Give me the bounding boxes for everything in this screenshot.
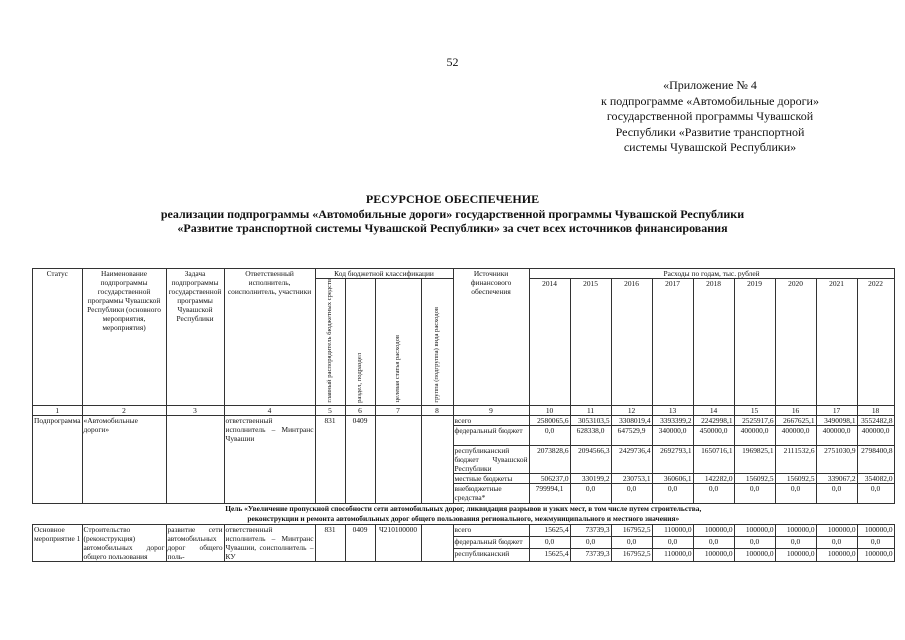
value-cell: 0,0: [816, 536, 857, 548]
page-number: 52: [446, 55, 459, 69]
resource-table: [32, 268, 895, 562]
value-cell: 0,0: [570, 536, 611, 548]
year-header: 2017: [652, 279, 693, 406]
value-cell: 0,0: [611, 536, 652, 548]
year-header: 2021: [816, 279, 857, 406]
source-cell: федеральный бюджет: [453, 425, 529, 445]
value-cell: 100000,0: [816, 524, 857, 536]
value-cell: 0,0: [693, 483, 734, 503]
value-cell: 628338,0: [570, 425, 611, 445]
value-cell: 3308019,4: [611, 415, 652, 425]
value-cell: 2429736,4: [611, 445, 652, 473]
goal-line: реконструкции и ремонта автомобильных дорог общего пользования регионального, межмуниципального и местного значения»: [247, 513, 680, 523]
value-cell: 73739,3: [570, 524, 611, 536]
column-number: 16: [775, 405, 816, 415]
value-cell: 0,0: [652, 483, 693, 503]
year-header: 2018: [693, 279, 734, 406]
value-cell: 110000,0: [652, 524, 693, 536]
value-cell: 400000,0: [857, 425, 894, 445]
value-cell: 340000,0: [652, 425, 693, 445]
col-section-header: раздел, подраздел: [356, 352, 364, 403]
value-cell: 167952,5: [611, 524, 652, 536]
grbs-cell: 831: [315, 524, 345, 561]
value-cell: 3490098,1: [816, 415, 857, 425]
value-cell: 2667625,1: [775, 415, 816, 425]
year-header: 2014: [529, 279, 570, 406]
column-number: 13: [652, 405, 693, 415]
name-cell: Строительство (реконструкция) автомобильных дорог общего пользования: [83, 524, 165, 561]
value-cell: 100000,0: [857, 524, 894, 536]
col-budget-code-header: Код бюджетной классификации: [315, 269, 453, 279]
executor-cell: ответственный исполнитель – Минтранс Чувашии, соисполнитель – КУ: [225, 524, 314, 561]
value-cell: 1650716,1: [693, 445, 734, 473]
value-cell: 0,0: [570, 483, 611, 503]
appendix-heading: [560, 78, 860, 156]
column-number: 12: [611, 405, 652, 415]
source-cell: всего: [453, 415, 529, 425]
column-number: 9: [453, 405, 529, 415]
group-cell: [421, 415, 453, 503]
col-group-header: группа (подгруппа) вида расходов: [433, 306, 441, 403]
column-number: 1: [33, 405, 83, 415]
column-number: 18: [857, 405, 894, 415]
value-cell: 0,0: [775, 536, 816, 548]
source-cell: республиканский: [453, 549, 529, 561]
value-cell: 15625,4: [529, 549, 570, 561]
value-cell: 100000,0: [775, 549, 816, 561]
value-cell: 0,0: [529, 425, 570, 445]
value-cell: 450000,0: [693, 425, 734, 445]
source-cell: республиканский бюджет Чувашской Республики: [454, 445, 528, 473]
goal-line: Цель «Увеличение пропускной способности сети автомобильных дорог, ликвидация разрывов и узких мест, в том числе путем строительства,: [225, 503, 702, 513]
source-cell: внебюджетные средства*: [453, 483, 529, 503]
value-cell: 1969825,1: [734, 445, 775, 473]
value-cell: 100000,0: [693, 524, 734, 536]
name-cell: «Автомобильные дороги»: [82, 415, 166, 503]
target-cell: [375, 415, 421, 503]
value-cell: 2692793,1: [652, 445, 693, 473]
column-number: 15: [734, 405, 775, 415]
value-cell: 100000,0: [816, 549, 857, 561]
value-cell: 100000,0: [775, 524, 816, 536]
column-number: 7: [375, 405, 421, 415]
column-number: 14: [693, 405, 734, 415]
year-header: 2019: [734, 279, 775, 406]
value-cell: 3552482,8: [857, 415, 894, 425]
value-cell: 2094566,3: [570, 445, 611, 473]
source-cell: местные бюджеты: [453, 473, 529, 483]
value-cell: 0,0: [734, 483, 775, 503]
value-cell: 3053103,5: [570, 415, 611, 425]
value-cell: 156092,5: [775, 473, 816, 483]
goal-row: [33, 503, 895, 524]
value-cell: 400000,0: [816, 425, 857, 445]
value-cell: 100000,0: [734, 549, 775, 561]
year-header: 2022: [857, 279, 894, 406]
value-cell: 2111532,6: [775, 445, 816, 473]
value-cell: 156092,5: [734, 473, 775, 483]
column-number: 10: [529, 405, 570, 415]
task-cell: [166, 415, 224, 503]
column-number-row: [33, 405, 895, 415]
value-cell: 0,0: [857, 483, 894, 503]
header-row: [33, 269, 895, 279]
task-cell: развитие сети автомобильных дорог общего поль-: [167, 524, 223, 561]
value-cell: 330199,2: [570, 473, 611, 483]
value-cell: 0,0: [693, 536, 734, 548]
appendix-line: Республики «Развитие транспортной: [615, 124, 805, 139]
year-header: 2020: [775, 279, 816, 406]
title-line: реализации подпрограммы «Автомобильные дороги» государственной программы Чувашской Республики: [160, 206, 745, 221]
column-number: 5: [315, 405, 345, 415]
appendix-line: системы Чувашской Республики»: [623, 140, 797, 154]
col-grbs-header: главный распорядитель бюджетных средств: [326, 279, 334, 403]
value-cell: 0,0: [857, 536, 894, 548]
value-cell: 799994,1: [529, 483, 570, 503]
col-sources-header: Источники финансового обеспечения: [453, 269, 529, 406]
value-cell: 0,0: [816, 483, 857, 503]
col-executor-header: Ответственный исполнитель, соисполнитель, участники: [224, 269, 315, 406]
grbs-cell: 831: [315, 415, 345, 503]
value-cell: 2242998,1: [693, 415, 734, 425]
value-cell: 0,0: [611, 483, 652, 503]
col-task-header: Задача подпрограммы государственной программы Чувашской Республики: [166, 269, 224, 406]
group-cell: [421, 524, 453, 561]
value-cell: 142282,0: [693, 473, 734, 483]
col-expenses-header: Расходы по годам, тыс. рублей: [529, 269, 894, 279]
column-number: 8: [421, 405, 453, 415]
appendix-line: «Приложение № 4: [663, 78, 757, 92]
value-cell: 647529,9: [611, 425, 652, 445]
section-cell: 0409: [345, 524, 375, 561]
executor-cell: ответственный исполнитель – Минтранс Чувашии: [224, 415, 315, 503]
section-cell: 0409: [345, 415, 375, 503]
value-cell: 2580065,6: [529, 415, 570, 425]
source-cell: всего: [453, 524, 529, 536]
table-row: [33, 524, 895, 536]
title-line: «Развитие транспортной системы Чувашской Республики» за счет всех источников финансирования: [177, 221, 728, 235]
value-cell: 3393399,2: [652, 415, 693, 425]
column-number: 3: [166, 405, 224, 415]
title-line: РЕСУРСНОЕ ОБЕСПЕЧЕНИЕ: [365, 192, 540, 206]
value-cell: 2525917,6: [734, 415, 775, 425]
value-cell: 400000,0: [734, 425, 775, 445]
value-cell: 110000,0: [652, 549, 693, 561]
status-cell: Основное мероприятие 1: [33, 524, 83, 561]
column-number: 4: [224, 405, 315, 415]
value-cell: 100000,0: [857, 549, 894, 561]
status-cell: Подпрограмма: [33, 415, 83, 503]
target-cell: Ч210100000: [375, 524, 421, 561]
appendix-line: государственной программы Чувашской: [606, 109, 814, 123]
value-cell: 354082,0: [857, 473, 894, 483]
year-header: 2015: [570, 279, 611, 406]
col-status-header: Статус: [33, 269, 83, 406]
value-cell: 167952,5: [611, 549, 652, 561]
value-cell: 73739,3: [570, 549, 611, 561]
value-cell: 0,0: [529, 536, 570, 548]
column-number: 17: [816, 405, 857, 415]
value-cell: 0,0: [775, 483, 816, 503]
year-header: 2016: [611, 279, 652, 406]
value-cell: 339067,2: [816, 473, 857, 483]
value-cell: 2073828,6: [529, 445, 570, 473]
appendix-line: к подпрограмме «Автомобильные дороги»: [601, 93, 819, 108]
goal-text: [33, 503, 895, 524]
source-cell: федеральный бюджет: [453, 536, 529, 548]
col-name-header: Наименование подпрограммы государственной программы Чувашской Республики (основного мероприятия, мероприятия): [82, 269, 166, 406]
column-number: 6: [345, 405, 375, 415]
table-row: [33, 415, 895, 425]
value-cell: 2751030,9: [816, 445, 857, 473]
value-cell: 100000,0: [693, 549, 734, 561]
value-cell: 0,0: [652, 536, 693, 548]
value-cell: 230753,1: [611, 473, 652, 483]
value-cell: 506237,0: [529, 473, 570, 483]
column-number: 11: [570, 405, 611, 415]
document-title: [0, 192, 905, 236]
value-cell: 400000,0: [775, 425, 816, 445]
column-number: 2: [82, 405, 166, 415]
value-cell: 100000,0: [734, 524, 775, 536]
value-cell: 360606,1: [652, 473, 693, 483]
value-cell: 0,0: [734, 536, 775, 548]
col-target-header: целевая статья расходов: [394, 335, 402, 403]
value-cell: 2798400,8: [857, 445, 894, 473]
value-cell: 15625,4: [529, 524, 570, 536]
